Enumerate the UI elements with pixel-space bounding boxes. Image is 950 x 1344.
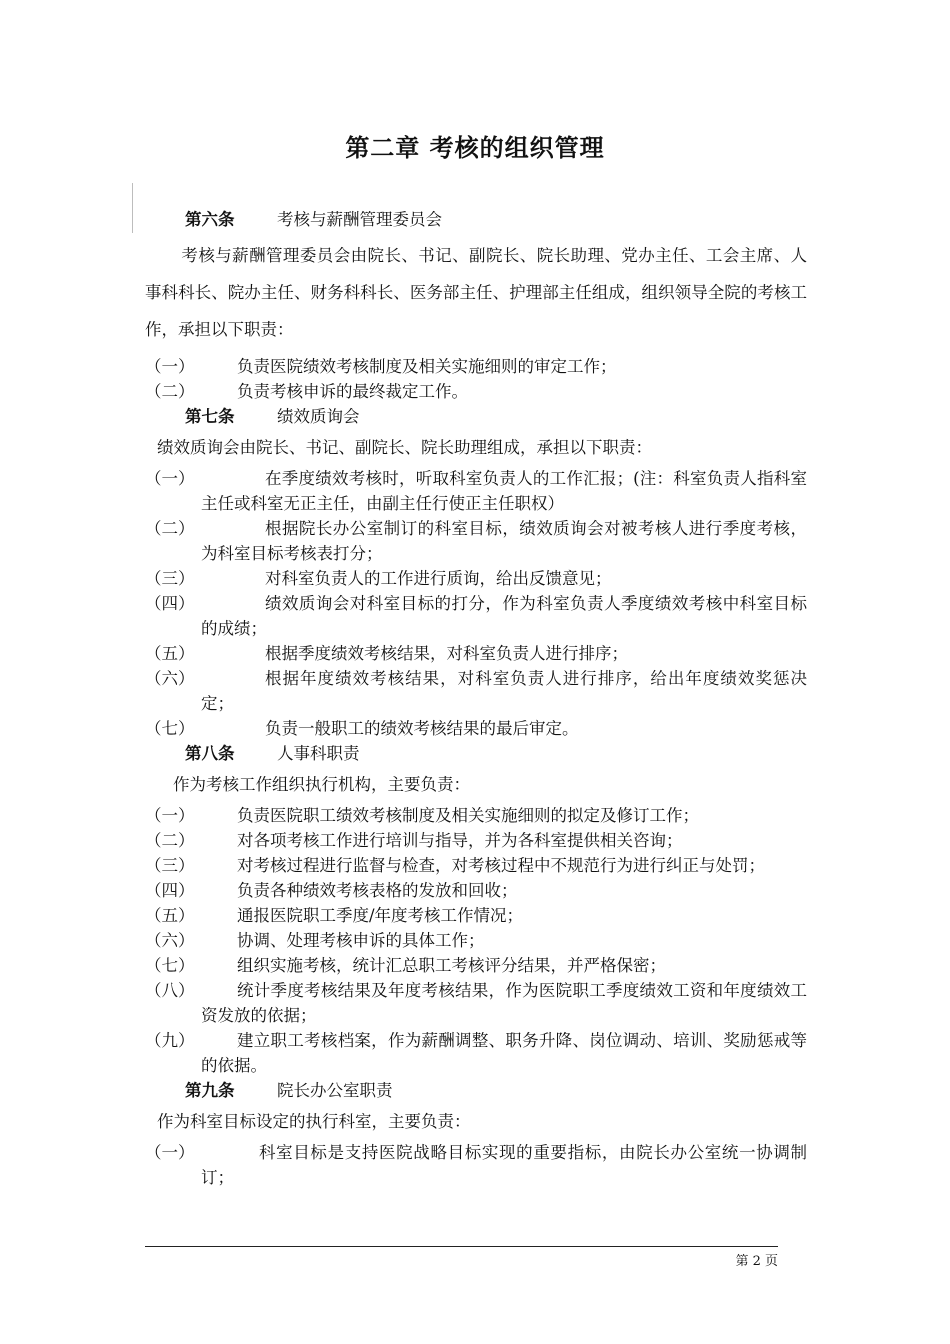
item-text: 对科室负责人的工作进行质询，给出反馈意见； <box>265 569 612 588</box>
item-text: 根据年度绩效考核结果，对科室负责人进行排序，给出年度绩效奖惩决定； <box>201 669 807 713</box>
article-number: 第六条 <box>185 210 235 229</box>
item-marker: （四） <box>145 881 195 900</box>
item-marker: （一） <box>145 1143 195 1162</box>
list-item <box>145 953 807 978</box>
item-marker: （七） <box>145 719 195 738</box>
item-marker: （一） <box>145 806 195 825</box>
item-marker: （八） <box>145 981 195 1000</box>
article-lead: 作为考核工作组织执行机构，主要负责： <box>173 775 470 794</box>
list-item <box>145 666 807 716</box>
list-item <box>145 928 807 953</box>
article-lead: 作为科室目标设定的执行科室，主要负责： <box>157 1112 471 1131</box>
item-text: 负责各种绩效考核表格的发放和回收； <box>237 881 518 900</box>
item-text: 科室目标是支持医院战略目标实现的重要指标，由院长办公室统一协调制订； <box>201 1143 807 1187</box>
list-item <box>145 379 807 404</box>
item-marker: （九） <box>145 1031 195 1050</box>
article-heading <box>145 1078 807 1104</box>
list-item <box>145 716 807 741</box>
item-text: 负责考核申诉的最终裁定工作。 <box>237 382 468 401</box>
item-text: 负责医院绩效考核制度及相关实施细则的审定工作； <box>237 357 617 376</box>
footer-divider <box>145 1246 778 1247</box>
article-heading <box>145 404 807 430</box>
list-item <box>145 853 807 878</box>
list-item <box>145 828 807 853</box>
list-item <box>145 1028 807 1078</box>
article-number: 第七条 <box>185 407 235 426</box>
list-item <box>145 903 807 928</box>
article-lead: 绩效质询会由院长、书记、副院长、院长助理组成，承担以下职责： <box>157 438 652 457</box>
article-title: 人事科职责 <box>277 744 360 763</box>
item-marker: （三） <box>145 569 195 588</box>
item-text: 对各项考核工作进行培训与指导，并为各科室提供相关咨询； <box>237 831 683 850</box>
item-text: 统计季度考核结果及年度考核结果，作为医院职工季度绩效工资和年度绩效工资发放的依据； <box>201 981 807 1025</box>
margin-marker <box>132 183 133 233</box>
article-number: 第八条 <box>185 744 235 763</box>
item-text: 通报医院职工季度/年度考核工作情况； <box>237 906 524 925</box>
list-item <box>145 516 807 566</box>
item-text: 根据季度绩效考核结果，对科室负责人进行排序； <box>265 644 628 663</box>
list-item <box>145 641 807 666</box>
item-marker: （四） <box>145 594 195 613</box>
item-marker: （二） <box>145 382 195 401</box>
item-marker: （二） <box>145 831 195 850</box>
item-text: 根据院长办公室制订的科室目标，绩效质询会对被考核人进行季度考核，为科室目标考核表打分； <box>201 519 807 563</box>
list-item <box>145 878 807 903</box>
item-text: 在季度绩效考核时，听取科室负责人的工作汇报；(注：科室负责人指科室主任或科室无正主任，由副主任行使正主任职权） <box>201 469 807 513</box>
item-marker: （三） <box>145 856 195 875</box>
article-paragraph <box>145 237 807 348</box>
item-text: 协调、处理考核申诉的具体工作； <box>237 931 485 950</box>
list-item <box>145 466 807 516</box>
item-marker: （一） <box>145 357 195 376</box>
article-title: 院长办公室职责 <box>277 1081 393 1100</box>
list-item <box>145 803 807 828</box>
item-marker: （五） <box>145 906 195 925</box>
article-heading <box>145 207 807 233</box>
list-item <box>145 978 807 1028</box>
item-marker: （六） <box>145 931 195 950</box>
article-title: 绩效质询会 <box>277 407 360 426</box>
item-text: 组织实施考核，统计汇总职工考核评分结果，并严格保密； <box>237 956 666 975</box>
article-heading <box>145 741 807 767</box>
item-marker: （五） <box>145 644 195 663</box>
item-marker: （一） <box>145 469 195 488</box>
page-number: 第 2 页 <box>735 1254 778 1269</box>
item-text: 负责医院职工绩效考核制度及相关实施细则的拟定及修订工作； <box>237 806 699 825</box>
item-marker: （七） <box>145 956 195 975</box>
item-text: 建立职工考核档案，作为薪酬调整、职务升降、岗位调动、培训、奖励惩戒等的依据。 <box>201 1031 807 1075</box>
chapter-title: 第二章 考核的组织管理 <box>345 133 605 162</box>
item-marker: （二） <box>145 519 195 538</box>
document-body <box>145 207 807 1190</box>
list-item <box>145 566 807 591</box>
list-item <box>145 1140 807 1190</box>
article-number: 第九条 <box>185 1081 235 1100</box>
item-text: 负责一般职工的绩效考核结果的最后审定。 <box>265 719 579 738</box>
item-marker: （六） <box>145 669 195 688</box>
paragraph-text: 考核与薪酬管理委员会由院长、书记、副院长、院长助理、党办主任、工会主席、人事科科长、院办主任、财务科科长、医务部主任、护理部主任组成，组织领导全院的考核工作，承担以下职责： <box>145 246 807 339</box>
list-item <box>145 591 807 641</box>
item-text: 绩效质询会对科室目标的打分，作为科室负责人季度绩效考核中科室目标的成绩； <box>201 594 807 638</box>
item-text: 对考核过程进行监督与检查，对考核过程中不规范行为进行纠正与处罚； <box>237 856 765 875</box>
article-title: 考核与薪酬管理委员会 <box>277 210 442 229</box>
list-item <box>145 354 807 379</box>
